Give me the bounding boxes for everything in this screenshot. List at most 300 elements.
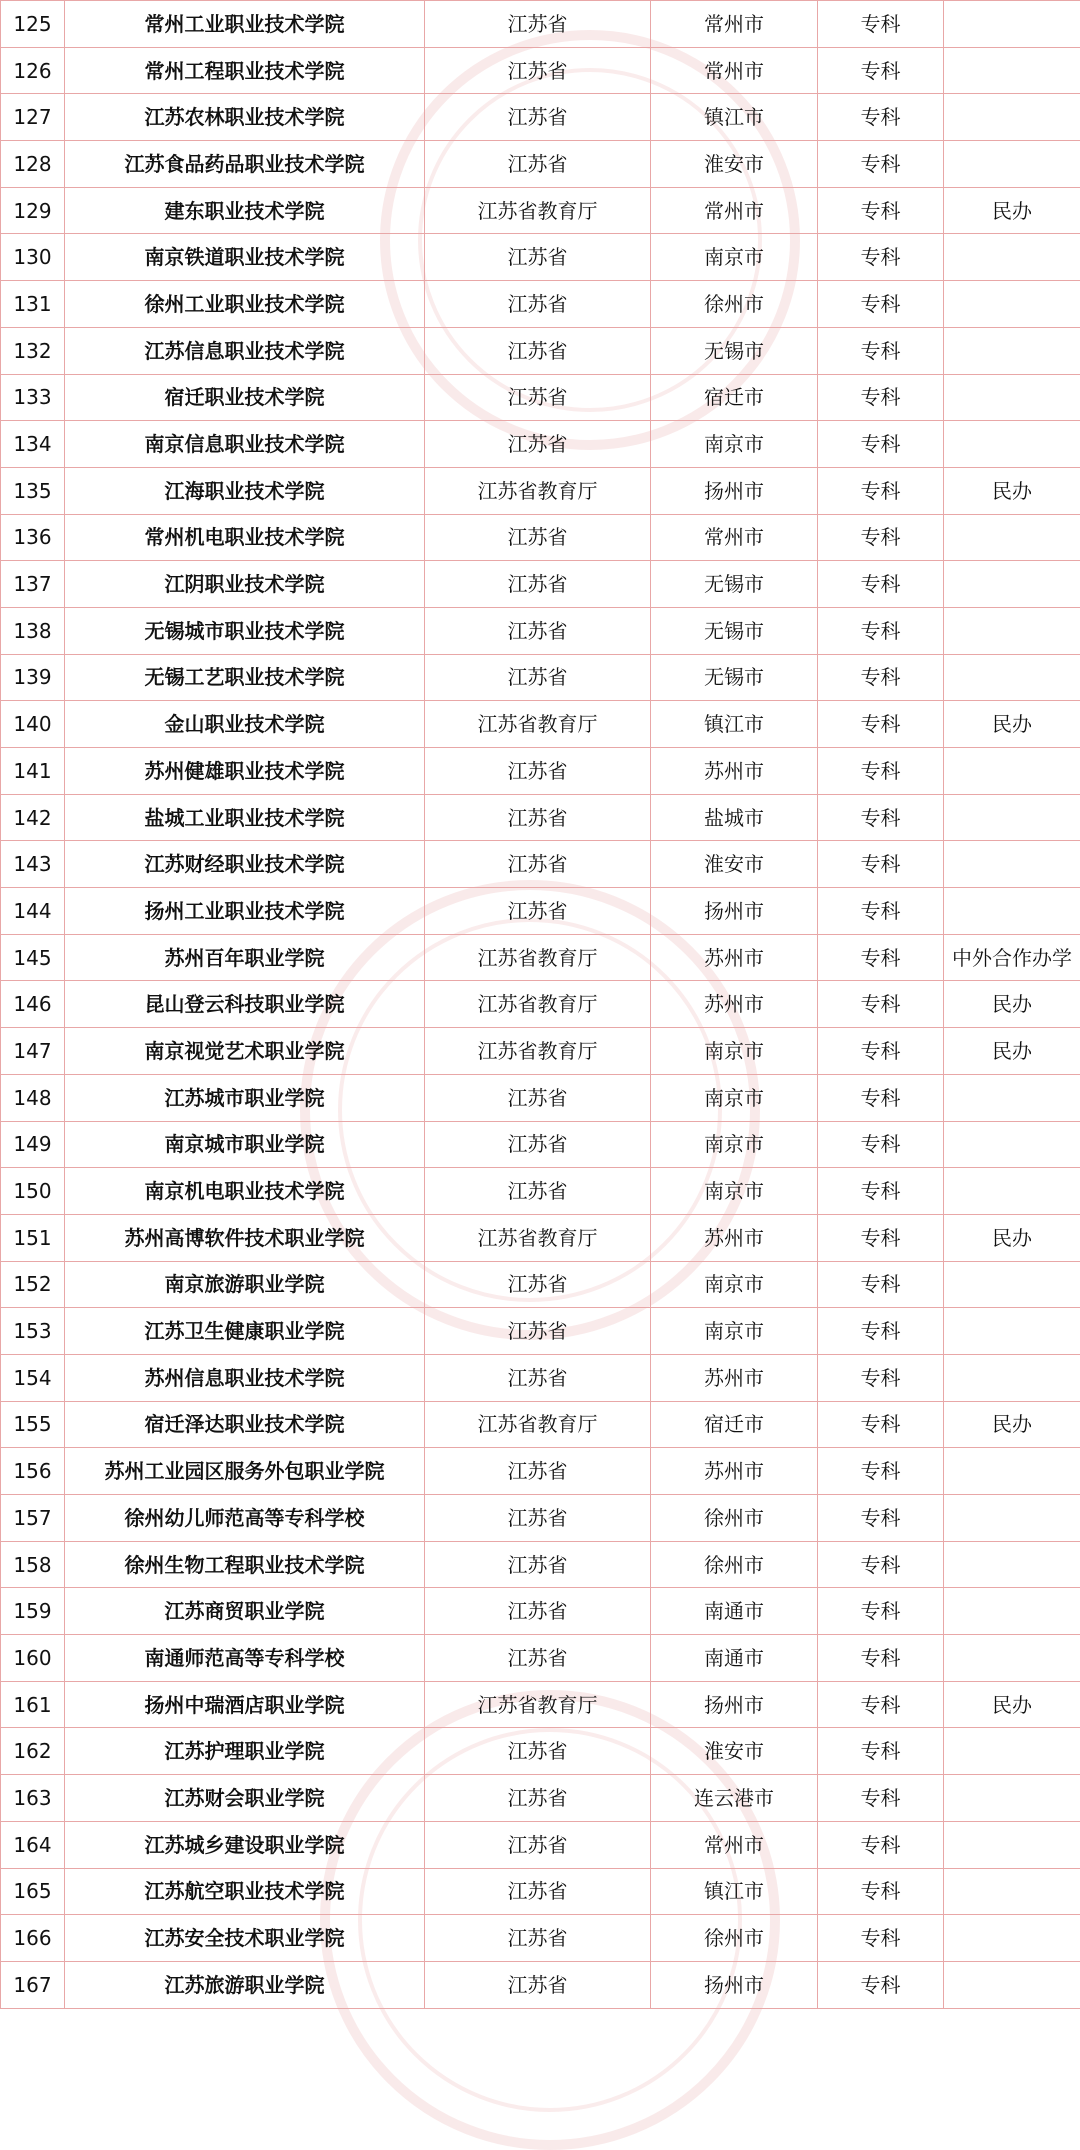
authority-cell: 江苏省教育厅 xyxy=(425,934,651,981)
college-name-cell: 南京铁道职业技术学院 xyxy=(65,234,425,281)
level-cell: 专科 xyxy=(818,1354,944,1401)
note-cell xyxy=(944,374,1080,421)
city-cell: 无锡市 xyxy=(651,654,818,701)
college-name-cell: 南京城市职业学院 xyxy=(65,1121,425,1168)
city-cell: 扬州市 xyxy=(651,888,818,935)
row-number-cell: 146 xyxy=(1,981,65,1028)
city-cell: 淮安市 xyxy=(651,1728,818,1775)
authority-cell: 江苏省 xyxy=(425,561,651,608)
college-name-cell: 江苏航空职业技术学院 xyxy=(65,1868,425,1915)
note-cell xyxy=(944,234,1080,281)
level-cell: 专科 xyxy=(818,701,944,748)
row-number-cell: 139 xyxy=(1,654,65,701)
level-cell: 专科 xyxy=(818,888,944,935)
city-cell: 镇江市 xyxy=(651,94,818,141)
level-cell: 专科 xyxy=(818,1495,944,1542)
table-body xyxy=(1,1,1080,2009)
table-row xyxy=(1,1308,1080,1355)
row-number-cell: 156 xyxy=(1,1448,65,1495)
level-cell: 专科 xyxy=(818,1448,944,1495)
college-name-cell: 苏州工业园区服务外包职业学院 xyxy=(65,1448,425,1495)
level-cell: 专科 xyxy=(818,1541,944,1588)
level-cell: 专科 xyxy=(818,141,944,188)
table-row xyxy=(1,187,1080,234)
note-cell: 民办 xyxy=(944,1214,1080,1261)
city-cell: 苏州市 xyxy=(651,934,818,981)
city-cell: 南京市 xyxy=(651,421,818,468)
row-number-cell: 148 xyxy=(1,1074,65,1121)
table-row xyxy=(1,607,1080,654)
college-name-cell: 金山职业技术学院 xyxy=(65,701,425,748)
authority-cell: 江苏省 xyxy=(425,748,651,795)
college-name-cell: 江苏信息职业技术学院 xyxy=(65,327,425,374)
note-cell xyxy=(944,561,1080,608)
table-row xyxy=(1,374,1080,421)
note-cell: 民办 xyxy=(944,187,1080,234)
table-row xyxy=(1,1635,1080,1682)
note-cell xyxy=(944,281,1080,328)
note-cell xyxy=(944,1775,1080,1822)
city-cell: 扬州市 xyxy=(651,1681,818,1728)
row-number-cell: 161 xyxy=(1,1681,65,1728)
note-cell xyxy=(944,794,1080,841)
row-number-cell: 155 xyxy=(1,1401,65,1448)
note-cell xyxy=(944,1635,1080,1682)
row-number-cell: 130 xyxy=(1,234,65,281)
row-number-cell: 162 xyxy=(1,1728,65,1775)
row-number-cell: 142 xyxy=(1,794,65,841)
authority-cell: 江苏省教育厅 xyxy=(425,187,651,234)
table-row xyxy=(1,748,1080,795)
note-cell xyxy=(944,141,1080,188)
authority-cell: 江苏省 xyxy=(425,234,651,281)
authority-cell: 江苏省 xyxy=(425,141,651,188)
row-number-cell: 147 xyxy=(1,1028,65,1075)
row-number-cell: 135 xyxy=(1,467,65,514)
table-row xyxy=(1,1074,1080,1121)
college-name-cell: 江苏护理职业学院 xyxy=(65,1728,425,1775)
row-number-cell: 144 xyxy=(1,888,65,935)
level-cell: 专科 xyxy=(818,281,944,328)
level-cell: 专科 xyxy=(818,607,944,654)
level-cell: 专科 xyxy=(818,748,944,795)
authority-cell: 江苏省 xyxy=(425,94,651,141)
level-cell: 专科 xyxy=(818,1308,944,1355)
table-row xyxy=(1,1915,1080,1962)
authority-cell: 江苏省教育厅 xyxy=(425,467,651,514)
authority-cell: 江苏省教育厅 xyxy=(425,1401,651,1448)
table-row xyxy=(1,234,1080,281)
note-cell xyxy=(944,1168,1080,1215)
table-row xyxy=(1,701,1080,748)
college-name-cell: 昆山登云科技职业学院 xyxy=(65,981,425,1028)
city-cell: 南京市 xyxy=(651,1261,818,1308)
authority-cell: 江苏省 xyxy=(425,1121,651,1168)
note-cell xyxy=(944,607,1080,654)
authority-cell: 江苏省 xyxy=(425,654,651,701)
authority-cell: 江苏省教育厅 xyxy=(425,1681,651,1728)
authority-cell: 江苏省 xyxy=(425,888,651,935)
row-number-cell: 134 xyxy=(1,421,65,468)
level-cell: 专科 xyxy=(818,1214,944,1261)
table-row xyxy=(1,1821,1080,1868)
city-cell: 苏州市 xyxy=(651,1354,818,1401)
authority-cell: 江苏省 xyxy=(425,281,651,328)
college-name-cell: 徐州工业职业技术学院 xyxy=(65,281,425,328)
table-row xyxy=(1,561,1080,608)
city-cell: 常州市 xyxy=(651,1821,818,1868)
table-row xyxy=(1,1168,1080,1215)
city-cell: 南京市 xyxy=(651,1074,818,1121)
level-cell: 专科 xyxy=(818,1074,944,1121)
level-cell: 专科 xyxy=(818,1121,944,1168)
authority-cell: 江苏省教育厅 xyxy=(425,701,651,748)
row-number-cell: 140 xyxy=(1,701,65,748)
level-cell: 专科 xyxy=(818,1588,944,1635)
row-number-cell: 158 xyxy=(1,1541,65,1588)
college-name-cell: 南京视觉艺术职业学院 xyxy=(65,1028,425,1075)
level-cell: 专科 xyxy=(818,1,944,48)
college-name-cell: 常州工程职业技术学院 xyxy=(65,47,425,94)
row-number-cell: 138 xyxy=(1,607,65,654)
row-number-cell: 145 xyxy=(1,934,65,981)
college-name-cell: 江阴职业技术学院 xyxy=(65,561,425,608)
row-number-cell: 160 xyxy=(1,1635,65,1682)
table-row xyxy=(1,934,1080,981)
college-name-cell: 无锡工艺职业技术学院 xyxy=(65,654,425,701)
row-number-cell: 127 xyxy=(1,94,65,141)
authority-cell: 江苏省 xyxy=(425,1915,651,1962)
level-cell: 专科 xyxy=(818,94,944,141)
authority-cell: 江苏省 xyxy=(425,374,651,421)
authority-cell: 江苏省 xyxy=(425,607,651,654)
level-cell: 专科 xyxy=(818,981,944,1028)
city-cell: 常州市 xyxy=(651,1,818,48)
row-number-cell: 163 xyxy=(1,1775,65,1822)
note-cell xyxy=(944,1868,1080,1915)
authority-cell: 江苏省 xyxy=(425,1961,651,2008)
table-row xyxy=(1,1681,1080,1728)
row-number-cell: 141 xyxy=(1,748,65,795)
note-cell xyxy=(944,47,1080,94)
level-cell: 专科 xyxy=(818,794,944,841)
college-name-cell: 南京机电职业技术学院 xyxy=(65,1168,425,1215)
college-name-cell: 南通师范高等专科学校 xyxy=(65,1635,425,1682)
table-row xyxy=(1,1775,1080,1822)
college-name-cell: 江苏卫生健康职业学院 xyxy=(65,1308,425,1355)
authority-cell: 江苏省 xyxy=(425,1354,651,1401)
table-row xyxy=(1,1728,1080,1775)
table-row xyxy=(1,654,1080,701)
level-cell: 专科 xyxy=(818,1915,944,1962)
college-name-cell: 盐城工业职业技术学院 xyxy=(65,794,425,841)
note-cell xyxy=(944,841,1080,888)
authority-cell: 江苏省 xyxy=(425,794,651,841)
college-name-cell: 江海职业技术学院 xyxy=(65,467,425,514)
table-row xyxy=(1,1401,1080,1448)
note-cell xyxy=(944,1915,1080,1962)
authority-cell: 江苏省 xyxy=(425,1588,651,1635)
note-cell xyxy=(944,514,1080,561)
college-name-cell: 宿迁职业技术学院 xyxy=(65,374,425,421)
row-number-cell: 165 xyxy=(1,1868,65,1915)
level-cell: 专科 xyxy=(818,1635,944,1682)
note-cell xyxy=(944,1495,1080,1542)
row-number-cell: 152 xyxy=(1,1261,65,1308)
note-cell xyxy=(944,654,1080,701)
table-row xyxy=(1,1588,1080,1635)
level-cell: 专科 xyxy=(818,934,944,981)
city-cell: 南通市 xyxy=(651,1588,818,1635)
city-cell: 南京市 xyxy=(651,1168,818,1215)
table-row xyxy=(1,1448,1080,1495)
authority-cell: 江苏省 xyxy=(425,47,651,94)
note-cell: 民办 xyxy=(944,1028,1080,1075)
level-cell: 专科 xyxy=(818,47,944,94)
authority-cell: 江苏省 xyxy=(425,1168,651,1215)
college-name-cell: 江苏商贸职业学院 xyxy=(65,1588,425,1635)
college-name-cell: 建东职业技术学院 xyxy=(65,187,425,234)
authority-cell: 江苏省 xyxy=(425,1868,651,1915)
college-name-cell: 苏州健雄职业技术学院 xyxy=(65,748,425,795)
table-row xyxy=(1,467,1080,514)
level-cell: 专科 xyxy=(818,1728,944,1775)
level-cell: 专科 xyxy=(818,234,944,281)
note-cell xyxy=(944,1541,1080,1588)
table-row xyxy=(1,421,1080,468)
level-cell: 专科 xyxy=(818,467,944,514)
table-row xyxy=(1,794,1080,841)
authority-cell: 江苏省教育厅 xyxy=(425,1214,651,1261)
city-cell: 南京市 xyxy=(651,234,818,281)
note-cell: 民办 xyxy=(944,1401,1080,1448)
table-row xyxy=(1,514,1080,561)
table-row xyxy=(1,1961,1080,2008)
college-name-cell: 南京信息职业技术学院 xyxy=(65,421,425,468)
table-row xyxy=(1,1,1080,48)
note-cell: 民办 xyxy=(944,981,1080,1028)
city-cell: 淮安市 xyxy=(651,841,818,888)
city-cell: 镇江市 xyxy=(651,1868,818,1915)
college-name-cell: 江苏农林职业技术学院 xyxy=(65,94,425,141)
row-number-cell: 131 xyxy=(1,281,65,328)
table-row xyxy=(1,1541,1080,1588)
college-name-cell: 常州机电职业技术学院 xyxy=(65,514,425,561)
college-name-cell: 江苏旅游职业学院 xyxy=(65,1961,425,2008)
city-cell: 无锡市 xyxy=(651,327,818,374)
city-cell: 无锡市 xyxy=(651,607,818,654)
authority-cell: 江苏省 xyxy=(425,1074,651,1121)
level-cell: 专科 xyxy=(818,1868,944,1915)
row-number-cell: 149 xyxy=(1,1121,65,1168)
authority-cell: 江苏省 xyxy=(425,327,651,374)
level-cell: 专科 xyxy=(818,1775,944,1822)
note-cell xyxy=(944,1354,1080,1401)
row-number-cell: 129 xyxy=(1,187,65,234)
note-cell xyxy=(944,1,1080,48)
city-cell: 宿迁市 xyxy=(651,374,818,421)
city-cell: 南京市 xyxy=(651,1308,818,1355)
authority-cell: 江苏省 xyxy=(425,1775,651,1822)
authority-cell: 江苏省 xyxy=(425,1,651,48)
row-number-cell: 167 xyxy=(1,1961,65,2008)
row-number-cell: 164 xyxy=(1,1821,65,1868)
authority-cell: 江苏省 xyxy=(425,1495,651,1542)
table-row xyxy=(1,47,1080,94)
city-cell: 苏州市 xyxy=(651,1448,818,1495)
college-name-cell: 宿迁泽达职业技术学院 xyxy=(65,1401,425,1448)
table-row xyxy=(1,1121,1080,1168)
note-cell: 民办 xyxy=(944,1681,1080,1728)
level-cell: 专科 xyxy=(818,374,944,421)
level-cell: 专科 xyxy=(818,1961,944,2008)
table-row xyxy=(1,841,1080,888)
authority-cell: 江苏省 xyxy=(425,1308,651,1355)
authority-cell: 江苏省 xyxy=(425,514,651,561)
college-name-cell: 江苏城市职业学院 xyxy=(65,1074,425,1121)
authority-cell: 江苏省 xyxy=(425,1541,651,1588)
table-row xyxy=(1,1868,1080,1915)
note-cell xyxy=(944,94,1080,141)
row-number-cell: 150 xyxy=(1,1168,65,1215)
city-cell: 南京市 xyxy=(651,1121,818,1168)
level-cell: 专科 xyxy=(818,421,944,468)
note-cell xyxy=(944,748,1080,795)
level-cell: 专科 xyxy=(818,1028,944,1075)
city-cell: 常州市 xyxy=(651,187,818,234)
note-cell xyxy=(944,1261,1080,1308)
college-name-cell: 扬州工业职业技术学院 xyxy=(65,888,425,935)
authority-cell: 江苏省 xyxy=(425,421,651,468)
city-cell: 常州市 xyxy=(651,47,818,94)
table-row xyxy=(1,1214,1080,1261)
college-name-cell: 江苏财会职业学院 xyxy=(65,1775,425,1822)
college-name-cell: 徐州生物工程职业技术学院 xyxy=(65,1541,425,1588)
city-cell: 徐州市 xyxy=(651,281,818,328)
note-cell: 民办 xyxy=(944,467,1080,514)
college-name-cell: 常州工业职业技术学院 xyxy=(65,1,425,48)
level-cell: 专科 xyxy=(818,1261,944,1308)
authority-cell: 江苏省 xyxy=(425,1821,651,1868)
city-cell: 苏州市 xyxy=(651,1214,818,1261)
level-cell: 专科 xyxy=(818,514,944,561)
table-row xyxy=(1,141,1080,188)
level-cell: 专科 xyxy=(818,327,944,374)
table-row xyxy=(1,1261,1080,1308)
level-cell: 专科 xyxy=(818,1681,944,1728)
authority-cell: 江苏省 xyxy=(425,1728,651,1775)
note-cell xyxy=(944,1074,1080,1121)
city-cell: 淮安市 xyxy=(651,141,818,188)
row-number-cell: 128 xyxy=(1,141,65,188)
level-cell: 专科 xyxy=(818,561,944,608)
level-cell: 专科 xyxy=(818,841,944,888)
note-cell xyxy=(944,1121,1080,1168)
city-cell: 南京市 xyxy=(651,1028,818,1075)
note-cell xyxy=(944,888,1080,935)
city-cell: 扬州市 xyxy=(651,1961,818,2008)
table-row xyxy=(1,1354,1080,1401)
row-number-cell: 151 xyxy=(1,1214,65,1261)
table-row xyxy=(1,327,1080,374)
level-cell: 专科 xyxy=(818,187,944,234)
row-number-cell: 166 xyxy=(1,1915,65,1962)
note-cell xyxy=(944,421,1080,468)
authority-cell: 江苏省 xyxy=(425,1261,651,1308)
level-cell: 专科 xyxy=(818,1821,944,1868)
note-cell xyxy=(944,1821,1080,1868)
note-cell xyxy=(944,327,1080,374)
college-name-cell: 无锡城市职业技术学院 xyxy=(65,607,425,654)
row-number-cell: 125 xyxy=(1,1,65,48)
college-name-cell: 江苏城乡建设职业学院 xyxy=(65,1821,425,1868)
row-number-cell: 159 xyxy=(1,1588,65,1635)
city-cell: 徐州市 xyxy=(651,1541,818,1588)
row-number-cell: 136 xyxy=(1,514,65,561)
table-row xyxy=(1,1495,1080,1542)
city-cell: 常州市 xyxy=(651,514,818,561)
authority-cell: 江苏省 xyxy=(425,1448,651,1495)
note-cell xyxy=(944,1308,1080,1355)
city-cell: 南通市 xyxy=(651,1635,818,1682)
table-row xyxy=(1,888,1080,935)
level-cell: 专科 xyxy=(818,1401,944,1448)
row-number-cell: 137 xyxy=(1,561,65,608)
college-name-cell: 江苏食品药品职业技术学院 xyxy=(65,141,425,188)
note-cell xyxy=(944,1961,1080,2008)
city-cell: 苏州市 xyxy=(651,981,818,1028)
authority-cell: 江苏省 xyxy=(425,841,651,888)
college-name-cell: 苏州信息职业技术学院 xyxy=(65,1354,425,1401)
city-cell: 无锡市 xyxy=(651,561,818,608)
table-row xyxy=(1,94,1080,141)
college-name-cell: 苏州高博软件技术职业学院 xyxy=(65,1214,425,1261)
college-name-cell: 南京旅游职业学院 xyxy=(65,1261,425,1308)
city-cell: 徐州市 xyxy=(651,1495,818,1542)
level-cell: 专科 xyxy=(818,654,944,701)
row-number-cell: 153 xyxy=(1,1308,65,1355)
row-number-cell: 154 xyxy=(1,1354,65,1401)
city-cell: 镇江市 xyxy=(651,701,818,748)
college-name-cell: 扬州中瑞酒店职业学院 xyxy=(65,1681,425,1728)
city-cell: 扬州市 xyxy=(651,467,818,514)
city-cell: 连云港市 xyxy=(651,1775,818,1822)
college-name-cell: 苏州百年职业学院 xyxy=(65,934,425,981)
table-row xyxy=(1,281,1080,328)
row-number-cell: 143 xyxy=(1,841,65,888)
note-cell xyxy=(944,1728,1080,1775)
table-row xyxy=(1,1028,1080,1075)
city-cell: 宿迁市 xyxy=(651,1401,818,1448)
row-number-cell: 132 xyxy=(1,327,65,374)
college-name-cell: 徐州幼儿师范高等专科学校 xyxy=(65,1495,425,1542)
note-cell: 民办 xyxy=(944,701,1080,748)
city-cell: 苏州市 xyxy=(651,748,818,795)
row-number-cell: 126 xyxy=(1,47,65,94)
note-cell: 中外合作办学 xyxy=(944,934,1080,981)
authority-cell: 江苏省教育厅 xyxy=(425,1028,651,1075)
row-number-cell: 157 xyxy=(1,1495,65,1542)
level-cell: 专科 xyxy=(818,1168,944,1215)
row-number-cell: 133 xyxy=(1,374,65,421)
note-cell xyxy=(944,1588,1080,1635)
note-cell xyxy=(944,1448,1080,1495)
authority-cell: 江苏省教育厅 xyxy=(425,981,651,1028)
authority-cell: 江苏省 xyxy=(425,1635,651,1682)
city-cell: 徐州市 xyxy=(651,1915,818,1962)
college-name-cell: 江苏财经职业技术学院 xyxy=(65,841,425,888)
table-row xyxy=(1,981,1080,1028)
